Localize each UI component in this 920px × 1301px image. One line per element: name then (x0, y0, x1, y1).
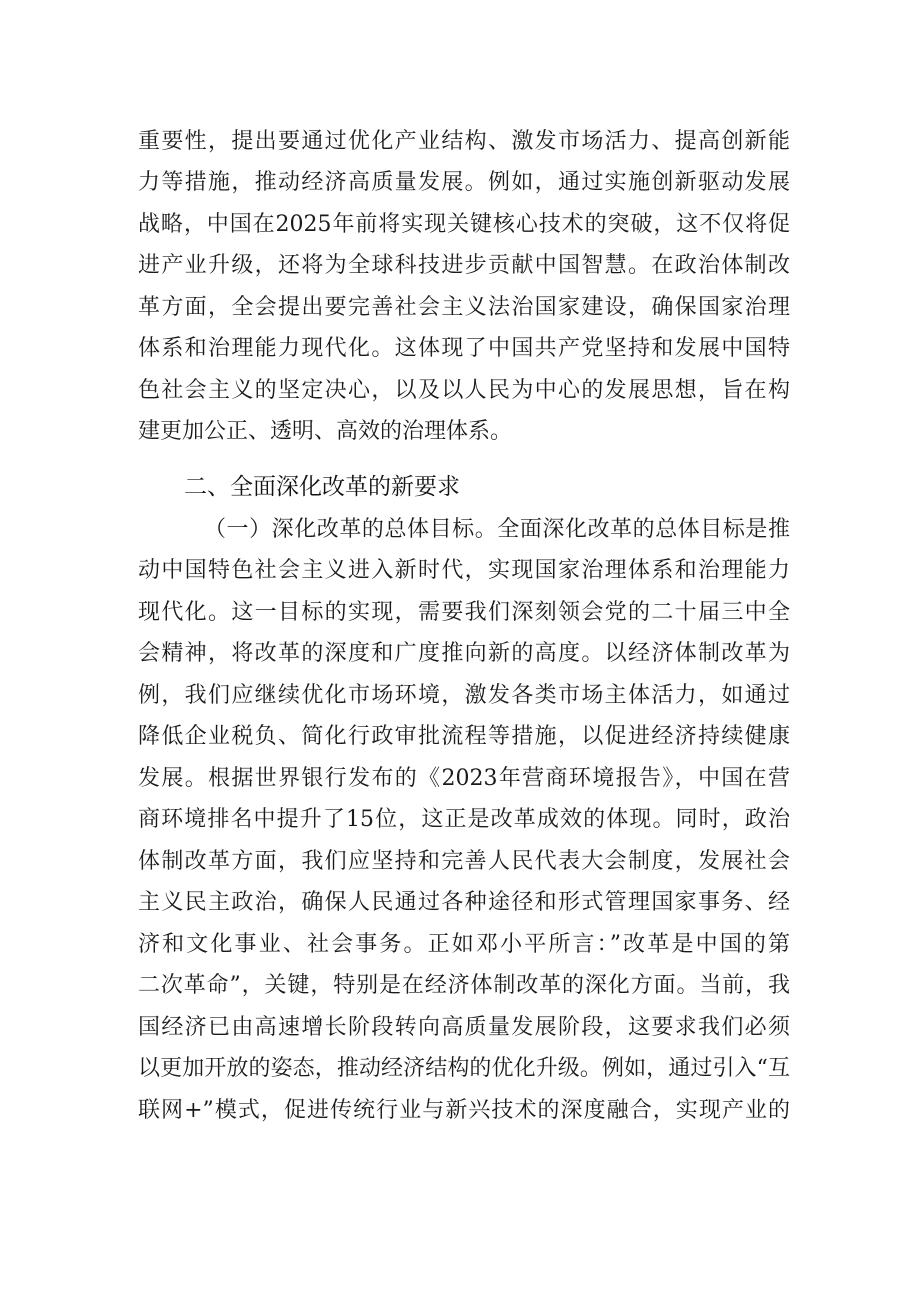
paragraph-line: 主义民主政治，确保人民通过各种途径和形式管理国家事务、经 (138, 890, 790, 915)
paragraph-line: 济和文化事业、社会事务。正如邓小平所言：”改革是中国的第 (138, 932, 790, 957)
paragraph-line: 动中国特色社会主义进入新时代，实现国家治理体系和治理能力 (138, 558, 790, 583)
paragraph-line: 进产业升级，还将为全球科技进步贡献中国智慧。在政治体制改 (138, 253, 790, 278)
paragraph-line: 色社会主义的坚定决心，以及以人民为中心的发展思想，旨在构 (138, 378, 790, 403)
paragraph-line: 建更加公正、透明、高效的治理体系。 (138, 419, 513, 444)
paragraph-line: 体系和治理能力现代化。这体现了中国共产党坚持和发展中国特 (138, 336, 790, 361)
paragraph-line: 重要性，提出要通过优化产业结构、激发市场活力、提高创新能 (138, 129, 790, 154)
paragraph-line: 战略，中国在2025年前将实现关键核心技术的突破，这不仅将促 (138, 212, 790, 237)
paragraph-line: 现代化。这一目标的实现，需要我们深刻领会党的二十届三中全 (138, 600, 790, 625)
section-heading: 二、全面深化改革的新要求 (184, 474, 460, 500)
paragraph-line: 联网+”模式，促进传统行业与新兴技术的深度融合，实现产业的 (138, 1098, 790, 1123)
paragraph-line: 以更加开放的姿态，推动经济结构的优化升级。例如，通过引入“互 (138, 1056, 790, 1081)
paragraph-line: 二次革命”，关键，特别是在经济体制改革的深化方面。当前，我 (138, 973, 790, 998)
paragraph-line: 力等措施，推动经济高质量发展。例如，通过实施创新驱动发展 (138, 170, 790, 195)
paragraph-line: 革方面，全会提出要完善社会主义法治国家建设，确保国家治理 (138, 295, 790, 320)
paragraph-line: 例，我们应继续优化市场环境，激发各类市场主体活力，如通过 (138, 683, 790, 708)
paragraph-line: 商环境排名中提升了15位，这正是改革成效的体现。同时，政治 (138, 807, 790, 832)
paragraph-line: 会精神，将改革的深度和广度推向新的高度。以经济体制改革为 (138, 641, 790, 666)
paragraph-line: （一）深化改革的总体目标。全面深化改革的总体目标是推 (204, 517, 790, 542)
paragraph-line: 降低企业税负、简化行政审批流程等措施，以促进经济持续健康 (138, 724, 790, 749)
paragraph-line: 体制改革方面，我们应坚持和完善人民代表大会制度，发展社会 (138, 849, 790, 874)
paragraph-line: 国经济已由高速增长阶段转向高质量发展阶段，这要求我们必须 (138, 1015, 790, 1040)
paragraph-line: 发展。根据世界银行发布的《2023年营商环境报告》，中国在营 (138, 766, 790, 791)
